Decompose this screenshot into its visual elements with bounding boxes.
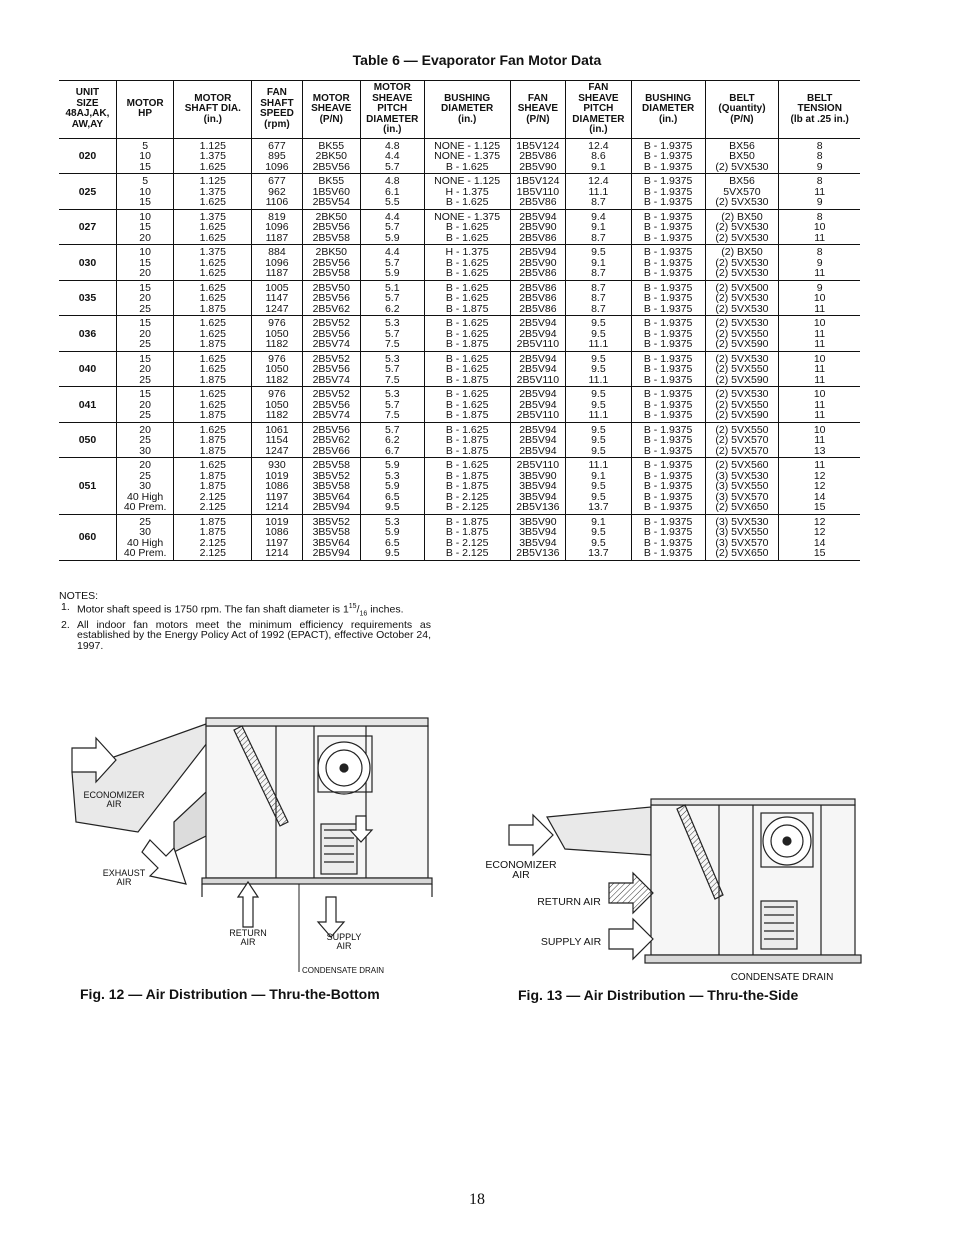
mpitch-cell: 4.8 6.1 5.5: [360, 174, 424, 210]
unit-size-cell: 041: [59, 387, 116, 423]
hp-cell: 15 20 25: [116, 387, 173, 423]
belt-cell: (2) 5VX530 (2) 5VX550 (2) 5VX590: [705, 387, 779, 423]
unit-size-cell: 030: [59, 245, 116, 281]
mpitch-cell: 5.3 5.7 7.5: [360, 387, 424, 423]
column-header: MOTOR SHEAVE PITCH DIAMETER (in.): [360, 81, 424, 139]
table-title: Table 6 — Evaporator Fan Motor Data: [352, 52, 602, 68]
fsheave-cell: 2B5V94 2B5V94 2B5V110: [510, 387, 565, 423]
fig13-return-label: RETURN AIR: [537, 896, 601, 908]
table-row: [59, 514, 860, 560]
msheave-cell: 2BK50 2B5V56 2B5V58: [302, 245, 360, 281]
shaft-cell: 1.625 1.875 1.875 2.125 2.125: [174, 458, 252, 515]
mbush-cell: B - 1.625 B - 1.875 B - 1.875 B - 2.125 B - 2.125: [424, 458, 510, 515]
fig12-supply-label: SUPPLY AIR: [326, 932, 362, 951]
unit-size-cell: 025: [59, 174, 116, 210]
hp-cell: 10 15 20: [116, 245, 173, 281]
fbush-cell: B - 1.9375 B - 1.9375 B - 1.9375: [631, 351, 705, 387]
column-header: BELT TENSION (lb at .25 in.): [779, 81, 860, 139]
mbush-cell: B - 1.625 B - 1.625 B - 1.875: [424, 316, 510, 352]
belt-cell: (2) BX50 (2) 5VX530 (2) 5VX530: [705, 245, 779, 281]
fig13-caption: Fig. 13 — Air Distribution — Thru-the-Side: [518, 987, 799, 1003]
tension-cell: 11 12 12 14 15: [779, 458, 860, 515]
mbush-cell: NONE - 1.125 NONE - 1.375 B - 1.625: [424, 138, 510, 174]
tension-cell: 10 11 11: [779, 316, 860, 352]
tension-cell: 8 9 11: [779, 245, 860, 281]
tension-cell: 8 10 11: [779, 209, 860, 245]
fbush-cell: B - 1.9375 B - 1.9375 B - 1.9375: [631, 316, 705, 352]
fsheave-cell: 2B5V94 2B5V90 2B5V86: [510, 245, 565, 281]
hp-cell: 15 20 25: [116, 316, 173, 352]
fig13-economizer-label: ECONOMIZER AIR: [485, 859, 557, 881]
fbush-cell: B - 1.9375 B - 1.9375 B - 1.9375: [631, 174, 705, 210]
mpitch-cell: 5.3 5.7 7.5: [360, 351, 424, 387]
table-notes: [59, 591, 431, 651]
fig12-diagram: [66, 712, 438, 980]
hp-cell: 25 30 40 High 40 Prem.: [116, 514, 173, 560]
hp-cell: 15 20 25: [116, 351, 173, 387]
fsheave-cell: 2B5V94 2B5V94 2B5V94: [510, 422, 565, 458]
column-header: BUSHING DIAMETER (in.): [424, 81, 510, 139]
note-2: [59, 620, 431, 652]
table-row: [59, 351, 860, 387]
fbush-cell: B - 1.9375 B - 1.9375 B - 1.9375: [631, 280, 705, 316]
shaft-cell: 1.625 1.625 1.875: [174, 351, 252, 387]
column-header: MOTOR SHEAVE (P/N): [302, 81, 360, 139]
fbush-cell: B - 1.9375 B - 1.9375 B - 1.9375: [631, 387, 705, 423]
tension-cell: 10 11 11: [779, 387, 860, 423]
fpitch-cell: 9.5 9.5 11.1: [566, 351, 632, 387]
belt-cell: (2) 5VX560 (3) 5VX530 (3) 5VX550 (3) 5VX570 (2) 5VX650: [705, 458, 779, 515]
mpitch-cell: 5.3 5.9 6.5 9.5: [360, 514, 424, 560]
shaft-cell: 1.125 1.375 1.625: [174, 174, 252, 210]
hp-cell: 5 10 15: [116, 174, 173, 210]
mpitch-cell: 5.7 6.2 6.7: [360, 422, 424, 458]
mbush-cell: B - 1.625 B - 1.625 B - 1.875: [424, 351, 510, 387]
fpitch-cell: 12.4 11.1 8.7: [566, 174, 632, 210]
note-number: 1.: [61, 600, 70, 613]
speed-cell: 976 1050 1182: [252, 387, 302, 423]
column-header: FAN SHEAVE PITCH DIAMETER (in.): [566, 81, 632, 139]
mpitch-cell: 4.4 5.7 5.9: [360, 245, 424, 281]
table-row: [59, 316, 860, 352]
note-text-end: inches.: [367, 603, 404, 615]
mbush-cell: B - 1.625 B - 1.625 B - 1.875: [424, 280, 510, 316]
note-text: Motor shaft speed is 1750 rpm. The fan shaft diameter is 1: [77, 603, 349, 615]
msheave-cell: 2B5V58 3B5V52 3B5V58 3B5V64 2B5V94: [302, 458, 360, 515]
tension-cell: 10 11 13: [779, 422, 860, 458]
msheave-cell: 2B5V50 2B5V56 2B5V62: [302, 280, 360, 316]
msheave-cell: 2B5V52 2B5V56 2B5V74: [302, 351, 360, 387]
mpitch-cell: 5.9 5.3 5.9 6.5 9.5: [360, 458, 424, 515]
belt-cell: (2) 5VX530 (2) 5VX550 (2) 5VX590: [705, 316, 779, 352]
speed-cell: 976 1050 1182: [252, 351, 302, 387]
column-header: BUSHING DIAMETER (in.): [631, 81, 705, 139]
column-header: FAN SHAFT SPEED (rpm): [252, 81, 302, 139]
tension-cell: 8 8 9: [779, 138, 860, 174]
shaft-cell: 1.625 1.625 1.875: [174, 316, 252, 352]
belt-cell: (2) 5VX530 (2) 5VX550 (2) 5VX590: [705, 351, 779, 387]
fsheave-cell: 1B5V124 1B5V110 2B5V86: [510, 174, 565, 210]
fsheave-cell: 2B5V110 3B5V90 3B5V94 3B5V94 2B5V136: [510, 458, 565, 515]
fraction-denominator: 16: [359, 610, 368, 618]
fpitch-cell: 9.1 9.5 9.5 13.7: [566, 514, 632, 560]
tension-cell: 9 10 11: [779, 280, 860, 316]
hp-cell: 20 25 30 40 High 40 Prem.: [116, 458, 173, 515]
belt-cell: BX56 BX50 (2) 5VX530: [705, 138, 779, 174]
belt-cell: (2) BX50 (2) 5VX530 (2) 5VX530: [705, 209, 779, 245]
unit-size-cell: 051: [59, 458, 116, 515]
msheave-cell: 2B5V52 2B5V56 2B5V74: [302, 387, 360, 423]
table-row: [59, 422, 860, 458]
note-text: All indoor fan motors meet the minimum efficiency requirements as established by the Energy Policy Act of 1992 (EPACT), effective October 24, 1997.: [77, 618, 431, 652]
column-header: UNIT SIZE 48AJ,AK, AW,AY: [59, 81, 116, 139]
belt-cell: (3) 5VX530 (3) 5VX550 (3) 5VX570 (2) 5VX650: [705, 514, 779, 560]
fig13-diagram: [485, 791, 867, 989]
fpitch-cell: 12.4 8.6 9.1: [566, 138, 632, 174]
msheave-cell: BK55 1B5V60 2B5V54: [302, 174, 360, 210]
fsheave-cell: 3B5V90 3B5V94 3B5V94 2B5V136: [510, 514, 565, 560]
fpitch-cell: 9.5 9.5 9.5: [566, 422, 632, 458]
fsheave-cell: 2B5V94 2B5V94 2B5V110: [510, 316, 565, 352]
mbush-cell: NONE - 1.125 H - 1.375 B - 1.625: [424, 174, 510, 210]
page-number: 18: [469, 1191, 485, 1208]
unit-size-cell: 050: [59, 422, 116, 458]
fig12-drain-label: CONDENSATE DRAIN: [302, 966, 385, 975]
msheave-cell: 2B5V52 2B5V56 2B5V74: [302, 316, 360, 352]
speed-cell: 884 1096 1187: [252, 245, 302, 281]
speed-cell: 976 1050 1182: [252, 316, 302, 352]
belt-cell: (2) 5VX500 (2) 5VX530 (2) 5VX530: [705, 280, 779, 316]
speed-cell: 930 1019 1086 1197 1214: [252, 458, 302, 515]
table-row: [59, 280, 860, 316]
fsheave-cell: 2B5V94 2B5V90 2B5V86: [510, 209, 565, 245]
hp-cell: 20 25 30: [116, 422, 173, 458]
shaft-cell: 1.375 1.625 1.625: [174, 245, 252, 281]
mbush-cell: B - 1.875 B - 1.875 B - 2.125 B - 2.125: [424, 514, 510, 560]
note-number: 2.: [61, 618, 70, 631]
unit-size-cell: 060: [59, 514, 116, 560]
shaft-cell: 1.625 1.625 1.875: [174, 387, 252, 423]
fpitch-cell: 9.5 9.5 11.1: [566, 387, 632, 423]
shaft-cell: 1.875 1.875 2.125 2.125: [174, 514, 252, 560]
hp-cell: 5 10 15: [116, 138, 173, 174]
speed-cell: 819 1096 1187: [252, 209, 302, 245]
fbush-cell: B - 1.9375 B - 1.9375 B - 1.9375: [631, 209, 705, 245]
shaft-cell: 1.125 1.375 1.625: [174, 138, 252, 174]
mpitch-cell: 4.8 4.4 5.7: [360, 138, 424, 174]
fbush-cell: B - 1.9375 B - 1.9375 B - 1.9375: [631, 245, 705, 281]
fbush-cell: B - 1.9375 B - 1.9375 B - 1.9375 B - 1.9375 B - 1.9375: [631, 458, 705, 515]
unit-size-cell: 020: [59, 138, 116, 174]
unit-size-cell: 036: [59, 316, 116, 352]
fbush-cell: B - 1.9375 B - 1.9375 B - 1.9375 B - 1.9375: [631, 514, 705, 560]
tension-cell: 10 11 11: [779, 351, 860, 387]
evaporator-fan-motor-table: [59, 80, 860, 561]
belt-cell: BX56 5VX570 (2) 5VX530: [705, 174, 779, 210]
table-row: [59, 138, 860, 174]
fsheave-cell: 2B5V86 2B5V86 2B5V86: [510, 280, 565, 316]
fpitch-cell: 11.1 9.1 9.5 9.5 13.7: [566, 458, 632, 515]
column-header: MOTOR SHAFT DIA. (in.): [174, 81, 252, 139]
belt-cell: (2) 5VX550 (2) 5VX570 (2) 5VX570: [705, 422, 779, 458]
fpitch-cell: 9.4 9.1 8.7: [566, 209, 632, 245]
mpitch-cell: 5.3 5.7 7.5: [360, 316, 424, 352]
fsheave-cell: 1B5V124 2B5V86 2B5V90: [510, 138, 565, 174]
table-row: [59, 174, 860, 210]
tension-cell: 8 11 9: [779, 174, 860, 210]
msheave-cell: 3B5V52 3B5V58 3B5V64 2B5V94: [302, 514, 360, 560]
table-header-row: [59, 81, 860, 139]
mbush-cell: H - 1.375 B - 1.625 B - 1.625: [424, 245, 510, 281]
shaft-cell: 1.625 1.875 1.875: [174, 422, 252, 458]
speed-cell: 1019 1086 1197 1214: [252, 514, 302, 560]
unit-size-cell: 027: [59, 209, 116, 245]
shaft-cell: 1.625 1.625 1.875: [174, 280, 252, 316]
fig12-economizer-label: ECONOMIZER AIR: [83, 790, 145, 809]
mbush-cell: B - 1.625 B - 1.875 B - 1.875: [424, 422, 510, 458]
fpitch-cell: 9.5 9.1 8.7: [566, 245, 632, 281]
notes-heading: NOTES:: [59, 590, 99, 602]
fpitch-cell: 8.7 8.7 8.7: [566, 280, 632, 316]
fig12-caption: Fig. 12 — Air Distribution — Thru-the-Bottom: [80, 986, 380, 1002]
msheave-cell: 2BK50 2B5V56 2B5V58: [302, 209, 360, 245]
fig13-supply-label: SUPPLY AIR: [540, 936, 602, 948]
hp-cell: 15 20 25: [116, 280, 173, 316]
speed-cell: 1005 1147 1247: [252, 280, 302, 316]
table-row: [59, 245, 860, 281]
shaft-cell: 1.375 1.625 1.625: [174, 209, 252, 245]
unit-size-cell: 040: [59, 351, 116, 387]
table-row: [59, 458, 860, 515]
note-1: 1. Motor shaft speed is 1750 rpm. The fan shaft diameter is $1^{15}/_{16}$ inches.: [59, 602, 431, 620]
column-header: FAN SHEAVE (P/N): [510, 81, 565, 139]
fig12-exhaust-label: EXHAUST AIR: [102, 868, 146, 887]
fpitch-cell: 9.5 9.5 11.1: [566, 316, 632, 352]
column-header: MOTOR HP: [116, 81, 173, 139]
mpitch-cell: 4.4 5.7 5.9: [360, 209, 424, 245]
mbush-cell: NONE - 1.375 B - 1.625 B - 1.625: [424, 209, 510, 245]
fsheave-cell: 2B5V94 2B5V94 2B5V110: [510, 351, 565, 387]
mbush-cell: B - 1.625 B - 1.625 B - 1.875: [424, 387, 510, 423]
mpitch-cell: 5.1 5.7 6.2: [360, 280, 424, 316]
fraction-numerator: 15: [348, 602, 357, 610]
unit-size-cell: 035: [59, 280, 116, 316]
table-row: [59, 387, 860, 423]
msheave-cell: 2B5V56 2B5V62 2B5V66: [302, 422, 360, 458]
fbush-cell: B - 1.9375 B - 1.9375 B - 1.9375: [631, 422, 705, 458]
fig12-return-label: RETURN AIR: [229, 928, 267, 947]
hp-cell: 10 15 20: [116, 209, 173, 245]
column-header: BELT (Quantity) (P/N): [705, 81, 779, 139]
fbush-cell: B - 1.9375 B - 1.9375 B - 1.9375: [631, 138, 705, 174]
speed-cell: 1061 1154 1247: [252, 422, 302, 458]
table-row: [59, 209, 860, 245]
msheave-cell: BK55 2BK50 2B5V56: [302, 138, 360, 174]
speed-cell: 677 895 1096: [252, 138, 302, 174]
fig13-drain-label: CONDENSATE DRAIN: [730, 972, 834, 983]
tension-cell: 12 12 14 15: [779, 514, 860, 560]
speed-cell: 677 962 1106: [252, 174, 302, 210]
